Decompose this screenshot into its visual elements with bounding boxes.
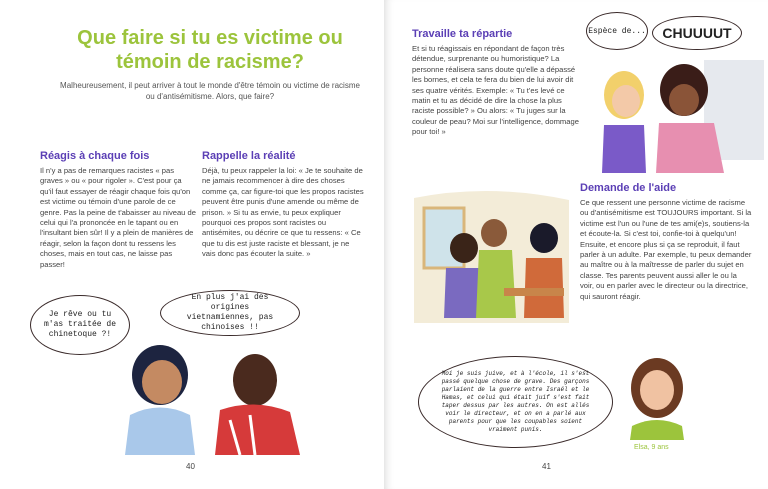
speech-bubble-boy: En plus j'ai des origines vietnamiennes, pas chinoises !! bbox=[160, 290, 300, 336]
page-number: 41 bbox=[542, 462, 551, 471]
speech-bubble-espece: Espèce de... bbox=[586, 12, 648, 50]
section-heading: Demande de l'aide bbox=[580, 182, 677, 194]
speech-bubble-chut: CHUUUUT bbox=[652, 16, 742, 50]
section-repartee bbox=[412, 28, 580, 138]
testimony-caption: Elsa, 9 ans bbox=[634, 444, 669, 451]
right-page bbox=[384, 0, 768, 489]
illustration-two-children bbox=[90, 330, 320, 455]
section-heading: Travaille ta répartie bbox=[412, 28, 513, 40]
speech-bubble-girl: Je rêve ou tu m'as traitée de chinetoque ?! bbox=[30, 295, 130, 355]
section-body: Déjà, tu peux rappeler la loi: « Je te souhaite de ne jamais recommencer à dire des choses comme ça, car figure-toi que les propos racistes peuvent être punis d'une amende ou même de prison. » Si tu as envie, tu peux expliquer pourquoi ces propos sont racistes ou antisémites, ou décrire ce que tu ressens: « Ce que tu dis est juste raciste et blessant, je ne vais donc pas écouter la suite. » bbox=[202, 166, 364, 259]
section-body: Ce que ressent une personne victime de racisme ou d'antisémitisme est TOUJOURS important. Si la victime est l'un ou l'une de tes ami(e)s, soutiens-la et écoute-la. Si c'est toi, confie-toi à quelqu'un! Ensuite, et encore plus si ça se reproduit, il faut parler à un adulte. Par exemple, tu peux demander au maître ou à la maîtresse de parler du sujet en classe. Tes parents peuvent aussi aller le ou la voir, ou en parler avec le directeur ou la directrice, qui sauront réagir. bbox=[580, 198, 752, 301]
intro-text: Malheureusement, il peut arriver à tout le monde d'être témoin ou victime de racisme ou d'antisémitisme. Alors, que faire? bbox=[60, 81, 360, 101]
section-body: Il n'y a pas de remarques racistes « pas graves » ou « pour rigoler ». C'est pour ça qu'il faut essayer de réagir chaque fois qu'on est victime ou témoin d'une parole de ce genre. Pas la peine de t'abaisser au niveau de celui qui l'a prononcée en le tapant ou en l'insultant bien sûr! Il y a plein de manières de réagir, selon la façon dont tu ressens les choses, mais en tout cas, ne laisse pas passer! bbox=[40, 166, 196, 269]
page-number: 40 bbox=[186, 462, 195, 471]
illustration-girls-shush bbox=[584, 55, 764, 175]
testimony-bubble: Moi je suis juive, et à l'école, il s'est passé quelque chose de grave. Des garçons parlaient de la guerre entre Israël et le Hamas, et celui qui était juif s'est fait taper dessus par les autres. On est allés voir le directeur, et on en a parlé aux parents pour que les coupables soient vraiment punis. bbox=[418, 356, 613, 448]
section-heading: Rappelle la réalité bbox=[202, 150, 296, 162]
page-title: Que faire si tu es victime ou témoin de racisme? bbox=[77, 27, 343, 73]
elsa-portrait bbox=[622, 352, 692, 440]
section-ask-help bbox=[580, 182, 752, 302]
section-reality bbox=[202, 150, 364, 260]
illustration-asking-help bbox=[404, 188, 574, 328]
section-react bbox=[40, 150, 196, 270]
section-heading: Réagis à chaque fois bbox=[40, 150, 150, 162]
section-body: Et si tu réagissais en répondant de façon très détendue, surprenante ou humoristique? La personne réalisera sans doute qu'elle a dépassé les bornes, et cela te fera du bien de lui avoir dit ses quatre vérités. Exemple: « Tu t'es levé ce matin et tu as décidé de dire la chose la plus raciste possible? » Ou alors: « Tu juges sur la couleur de peau? Moi sur l'intelligence, dommage pour toi! » bbox=[412, 44, 579, 137]
